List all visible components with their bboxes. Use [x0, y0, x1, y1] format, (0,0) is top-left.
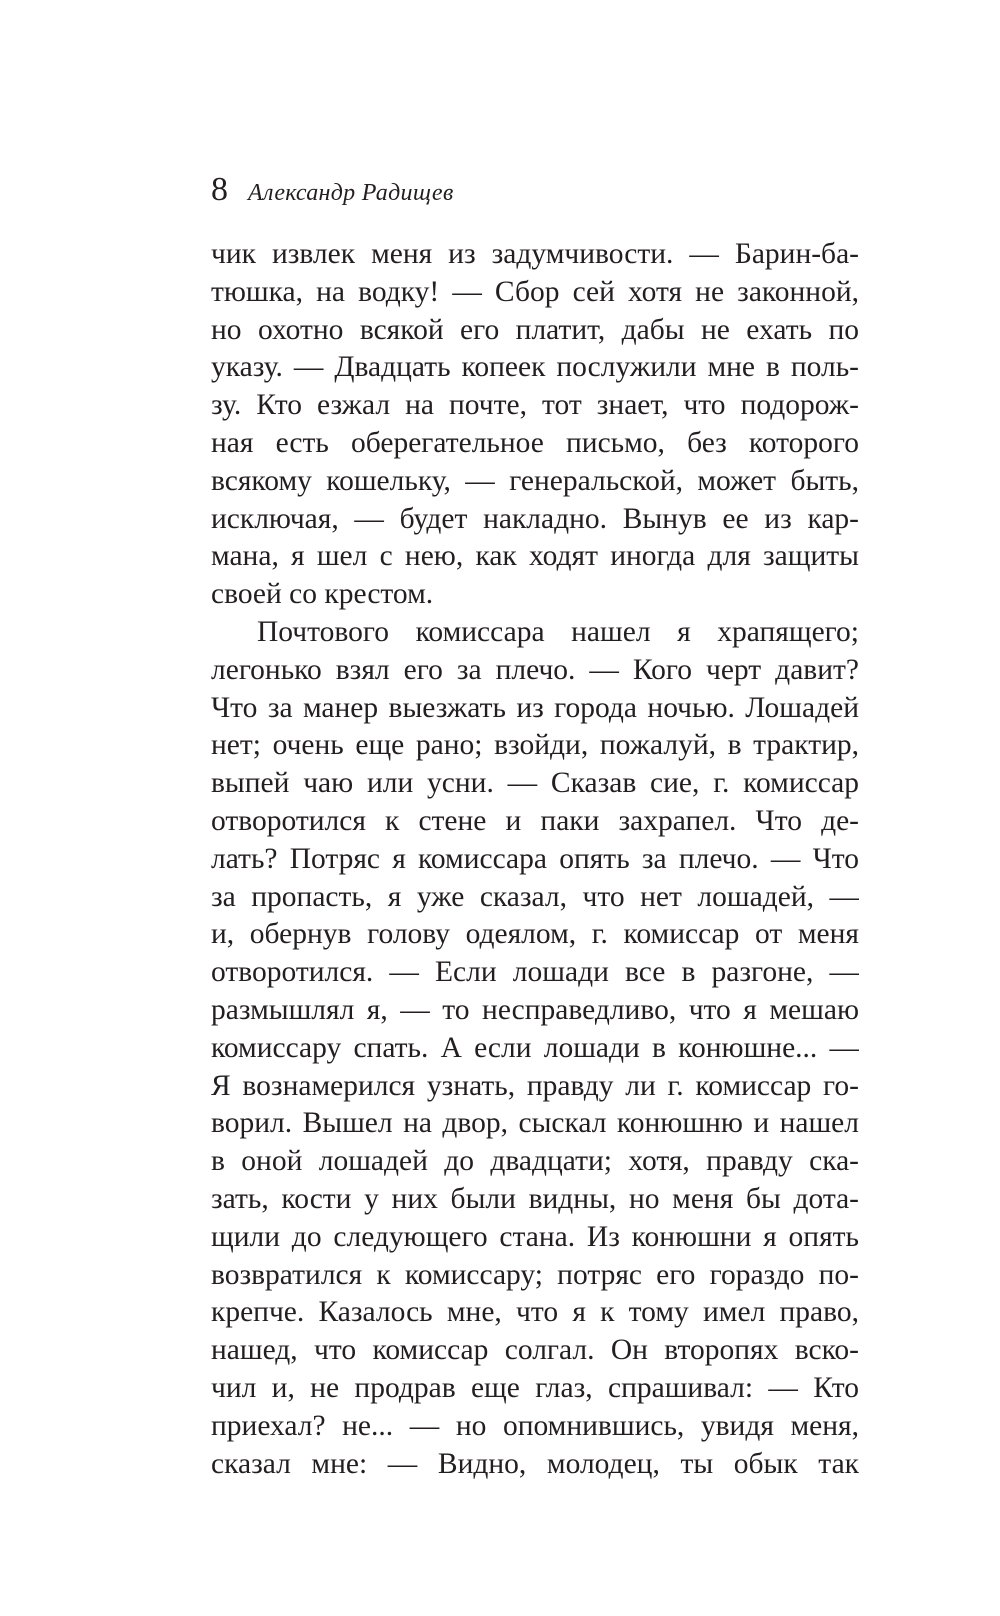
text-line: чик извлек меня из задумчивости. — Барин-ба- [211, 238, 859, 270]
text-line: крепче. Казалось мне, что я к тому имел право, [211, 1296, 859, 1329]
text-line: исключая, — будет накладно. Вынув ее из кар- [211, 502, 859, 535]
text-line: в оной лошадей до двадцати; хотя, правду ска- [211, 1145, 859, 1178]
text-line: мана, я шел с нею, как ходят иногда для защиты [211, 540, 859, 573]
text-line: Что за манер выезжать из города ночью. Лошадей [211, 691, 859, 724]
text-line: зать, кости у них были видны, но меня бы дота- [211, 1182, 859, 1215]
text-line: за пропасть, я уже сказал, что нет лошадей, — [211, 880, 859, 913]
text-line: возвратился к комиссару; потряс его гораздо по- [211, 1258, 859, 1291]
text-line: щили до следующего стана. Из конюшни я опять [211, 1220, 859, 1253]
text-line: но охотно всякой его платит, дабы не ехать по [211, 313, 859, 346]
text-line: размышлял я, — то несправедливо, что я мешаю [211, 993, 859, 1026]
text-line: комиссару спать. А если лошади в конюшне... — [211, 1031, 859, 1064]
page-header [211, 168, 454, 212]
text-line: лать? Потряс я комиссара опять за плечо. — Что [211, 842, 859, 875]
text-line: приехал? не... — но опомнившись, увидя меня, [211, 1409, 859, 1442]
body-text [211, 236, 859, 1483]
text-line: отворотился к стене и паки захрапел. Что де- [211, 804, 859, 837]
text-line: нашед, что комиссар солгал. Он второпях вско- [211, 1334, 859, 1367]
text-line: легонько взял его за плечо. — Кого черт давит? [211, 653, 859, 686]
text-line: нет; очень еще рано; взойди, пожалуй, в трактир, [211, 729, 859, 762]
text-line: всякому кошельку, — генеральской, может быть, [211, 464, 859, 497]
text-line: отворотился. — Если лошади все в разгоне, — [211, 956, 859, 989]
running-title: Александр Радищев [248, 180, 454, 206]
text-line: ворил. Вышел на двор, сыскал конюшню и нашел [211, 1107, 859, 1140]
text-line: ная есть оберегательное письмо, без которого [211, 426, 859, 459]
text-line: указу. — Двадцать копеек послужили мне в поль- [211, 351, 859, 384]
text-line: сказал мне: — Видно, молодец, ты обык так [211, 1447, 859, 1480]
text-line: выпей чаю или усни. — Сказав сие, г. комиссар [211, 767, 859, 800]
text-line: тюшка, на водку! — Сбор сей хотя не законной, [211, 275, 859, 308]
text-line: чил и, не продрав еще глаз, спрашивал: — Кто [211, 1371, 859, 1404]
paragraph-end-line: своей со крестом. [211, 578, 434, 611]
text-line: Я вознамерился узнать, правду ли г. комиссар го- [211, 1069, 859, 1102]
text-line: зу. Кто езжал на почте, тот знает, что подорож- [211, 389, 859, 422]
text-line: и, обернув голову одеялом, г. комиссар от меня [211, 918, 859, 951]
page-number: 8 [211, 171, 228, 208]
paragraph-first-line: Почтового комиссара нашел я храпящего; [257, 615, 859, 648]
